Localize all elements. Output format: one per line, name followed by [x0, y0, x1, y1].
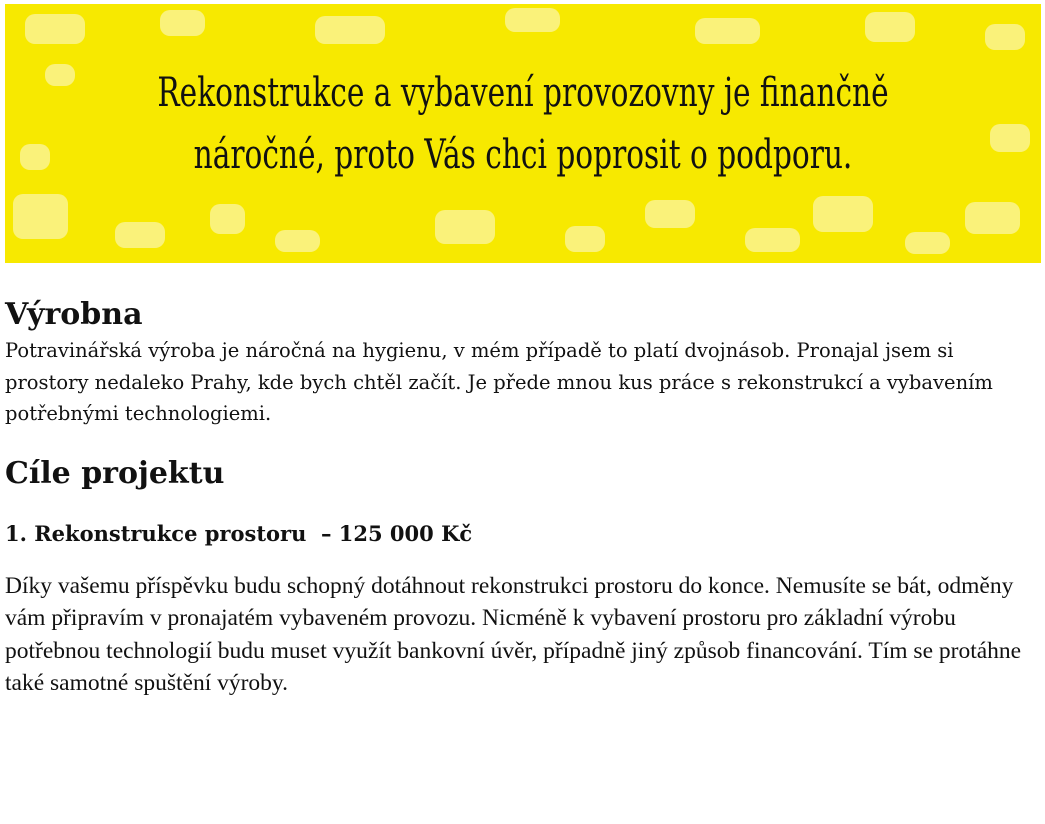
banner-pattern-blob [20, 144, 50, 170]
banner-title-line-1: Rekonstrukce a vybavení provozovny je finančně [157, 70, 889, 116]
banner-pattern-blob [45, 64, 75, 86]
banner-pattern-blob [160, 10, 205, 36]
banner-pattern-blob [865, 12, 915, 42]
banner-pattern-blob [695, 18, 760, 44]
banner-pattern-blob [905, 232, 950, 254]
banner-pattern-blob [990, 124, 1030, 152]
section-heading-goals: Cíle projektu [5, 455, 225, 491]
section-heading-production: Výrobna [5, 297, 143, 332]
section-text-production: Potravinářská výroba je náročná na hygienu, v mém případě to platí dvojnásob. Pronajal jsem si prostory nedaleko Prahy, kde bych chtěl začít. Je přede mnou kus práce s rekonstrukcí a vybavením potřebnými technologiemi. [5, 339, 993, 425]
banner-title-line-2: náročné, proto Vás chci poprosit o podporu. [193, 132, 853, 178]
banner [5, 4, 1041, 263]
banner-pattern-blob [275, 230, 320, 252]
banner-pattern-blob [13, 194, 68, 239]
banner-pattern-blob [505, 8, 560, 32]
banner-pattern-blob [985, 24, 1025, 50]
banner-pattern-blob [315, 16, 385, 44]
banner-pattern-blob [813, 196, 873, 232]
goal-item-text: Díky vašemu příspěvku budu schopný dotáhnout rekonstrukci prostoru do konce. Nemusíte se bát, odměny vám připravím v pronajatém vybaveném provozu. Nicméně k vybavení prostoru pro základní výrobu potřebnou technologií budu muset využít bankovní úvěr, případně jiný způsob financování. Tím se protáhne také samotné spuštění výroby. [5, 572, 1022, 696]
banner-pattern-blob [210, 204, 245, 234]
banner-pattern-blob [965, 202, 1020, 234]
banner-title [140, 62, 907, 186]
goal-item-title: 1. Rekonstrukce prostoru – 125 000 Kč [5, 520, 473, 546]
banner-pattern-blob [115, 222, 165, 248]
banner-pattern-blob [745, 228, 800, 252]
banner-pattern-blob [645, 200, 695, 228]
banner-pattern-blob [435, 210, 495, 244]
banner-pattern-blob [25, 14, 85, 44]
banner-pattern-blob [565, 226, 605, 252]
main-content [5, 295, 1040, 700]
